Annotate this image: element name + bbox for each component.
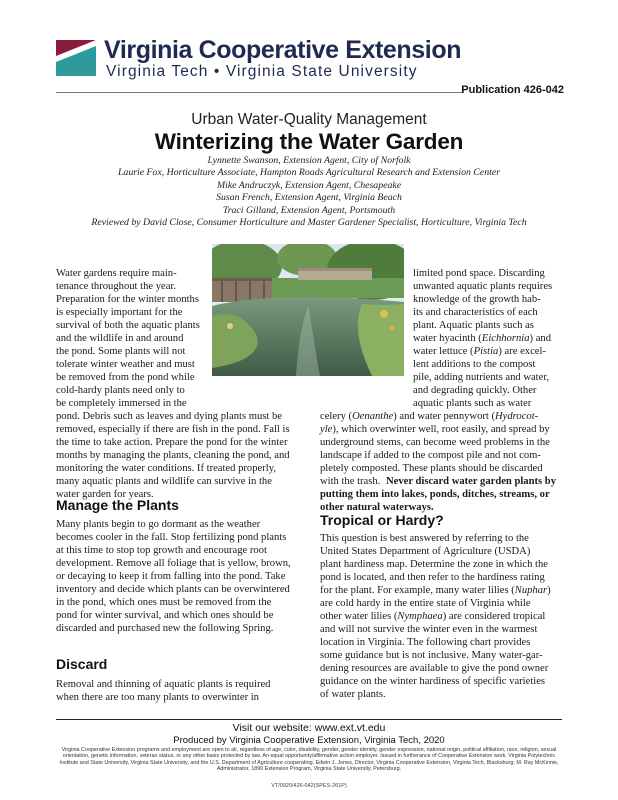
body-text-line: water lettuce (Pistia) are excel- — [413, 346, 546, 357]
body-text-line: at this time to stop top growth and encourage root — [56, 545, 267, 556]
body-text-line: pletely composted. These plants should be discarded — [320, 463, 543, 474]
body-text-line: location in Virginia. The following chart provides — [320, 637, 531, 648]
footer-publication-code: VT/0920/426-042(SPES-261P) — [271, 783, 347, 789]
section-heading-discard: Discard — [56, 656, 108, 672]
page-header — [0, 0, 618, 100]
body-text-line: months by managing the plants, cleaning the pond, and — [56, 450, 290, 461]
body-text-line: Removal and thinning of aquatic plants is required — [56, 679, 271, 690]
footer-legal-notice: Virginia Cooperative Extension programs and employment are open to all, regardless of age, color, disability, gender, gender identity, gender expression, national origin, political affiliation, race, religion, sexual orientation, genetic information, veteran status, or any other basis protected by law. An equal opportunity/affirmative action employer. Issued in furtherance of Cooperative Extension work, Virginia Polytechnic Institute and State University, Virginia State University, and the U.S. Department of Agriculture cooperating. Edwin J. Jones, Director, Virginia Cooperative Extension, Virginia Tech, Blacksburg; M. Ray McKinnie, Administrator, 1890 Extension Program, Virginia State University, Petersburg. — [59, 747, 559, 773]
body-text-line: inventory and decide which plants can be overwintered — [56, 584, 290, 595]
body-text-line: plant hardiness map. Determine the zone in which the — [320, 559, 548, 570]
garden-pond-photo — [212, 244, 404, 376]
body-text-line: and the wildlife in and around — [56, 333, 184, 344]
body-text-line: development. Remove all foliage that is yellow, brown, — [56, 558, 291, 569]
body-text-line: landscape if added to the compost pile and not com- — [320, 450, 541, 461]
body-text-line: United States Department of Agriculture (USDA) — [320, 546, 531, 557]
warning-text-line: other natural waterways. — [320, 502, 434, 513]
body-text-line: Water gardens require main- — [56, 268, 177, 279]
author-line: Lynnette Swanson, Extension Agent, City of Norfolk — [207, 155, 411, 166]
body-text-line: removed, especially if there are fish in the pond. Fall is — [56, 424, 290, 435]
body-text-line: be completely immersed in the — [56, 398, 187, 409]
body-text-line: are cold hardy in the entire state of Virginia while — [320, 598, 531, 609]
body-text-line: and will not survive the winter even in the warmest — [320, 624, 538, 635]
footer-divider — [56, 719, 562, 720]
body-text-line: the time to take action. Prepare the pond for the winter — [56, 437, 288, 448]
body-text-line: and degrading quickly. Other — [413, 385, 537, 396]
body-text-line: tenance throughout the year. — [56, 281, 177, 292]
author-line: Traci Gilland, Extension Agent, Portsmouth — [222, 204, 396, 216]
author-line: Susan French, Extension Agent, Virginia Beach — [216, 192, 402, 204]
body-text-line: unwanted aquatic plants requires — [413, 281, 553, 292]
body-text-line: pond. Debris such as leaves and dying plants must be — [56, 411, 282, 422]
body-text-line: Many plants begin to go dormant as the weather — [56, 519, 261, 530]
body-text-line: when there are too many plants to overwinter in — [56, 692, 259, 703]
body-text-line: Preparation for the winter months — [56, 294, 199, 305]
body-text-line: knowledge of the growth hab- — [413, 294, 541, 305]
body-text-line: dening resources are available to give the pond owner — [320, 663, 549, 674]
body-text-line: This question is best answered by referring to the — [320, 533, 529, 544]
body-text-line: with the trash. — [320, 476, 381, 487]
body-text-line: guidance on the winter hardiness of specific varieties — [320, 676, 546, 687]
body-text-line: some guidance but is not inclusive. Many water-gar- — [320, 650, 543, 661]
section-heading-manage: Manage the Plants — [56, 497, 179, 513]
document-title: Winterizing the Water Garden — [154, 129, 464, 154]
body-text-line: other water lilies (Nymphaea) are considered tropical — [320, 611, 546, 622]
warning-text-line: putting them into lakes, ponds, ditches, streams, or — [320, 489, 550, 500]
body-text-line: yle), which overwinter well, root easily, and spread by — [320, 424, 550, 435]
vce-logo-icon — [56, 40, 96, 76]
series-title: Urban Water-Quality Management — [191, 111, 427, 128]
footer-website[interactable]: Visit our website: www.ext.vt.edu — [232, 722, 386, 734]
author-line: Laurie Fox, Horticulture Associate, Hampton Roads Agricultural Research and Extension Center — [117, 167, 501, 179]
body-text-line: of water plants. — [320, 689, 386, 700]
body-text-line: its and characteristics of each — [413, 307, 538, 318]
body-text-line: tolerate winter weather and must — [56, 359, 195, 370]
body-text-line: limited pond space. Discarding — [413, 268, 545, 279]
body-text-line: many aquatic plants and wildlife can survive in the — [56, 476, 272, 487]
body-text-line: discarded and purchased new the following Spring. — [56, 623, 274, 634]
reviewer-line: Reviewed by David Close, Consumer Horticulture and Master Gardener Specialist, Horticulture, Virginia Tech — [91, 217, 527, 229]
body-text-line: the pond. Some plants will not — [56, 346, 186, 357]
org-name: Virginia Cooperative Extension — [104, 36, 462, 64]
body-text-line: pond for winter survival, and which ones should be — [56, 610, 274, 621]
body-text-line: pond is located, and then refer to the hardiness rating — [320, 572, 545, 583]
body-text-line: for the plant. For example, many water lilies (Nuphar) — [320, 585, 551, 596]
author-line: Mike Andruczyk, Extension Agent, Chesapeake — [216, 179, 402, 191]
body-text-line: becomes cooler in the fall. Stop fertilizing pond plants — [56, 532, 287, 543]
warning-text-line: Never discard water garden plants by — [386, 476, 556, 487]
body-text-line: monitoring the water conditions. If treated properly, — [56, 463, 276, 474]
body-text-line: underground stems, can become weed problems in the — [320, 437, 550, 448]
header-divider — [56, 92, 462, 93]
body-text-line: or decaying to keep it from falling into the pond. Take — [56, 571, 286, 582]
body-text-line: survival of both the aquatic plants — [56, 320, 200, 331]
body-text-line: water garden for years. — [56, 489, 154, 500]
body-text-line: cold-hardy plants need only to — [56, 385, 185, 396]
body-text-line: in the pond, which ones must be removed from the — [56, 597, 272, 608]
body-text-line: lent additions to the compost — [413, 359, 536, 370]
org-subtitle: Virginia Tech • Virginia State University — [106, 63, 418, 80]
body-text-line: water hyacinth (Eichhornia) and — [413, 333, 551, 344]
footer-produced-by: Produced by Virginia Cooperative Extension, Virginia Tech, 2020 — [173, 735, 445, 746]
body-text-line: plant. Aquatic plants such as — [413, 320, 534, 331]
body-text-line: be removed from the pond while — [56, 372, 195, 383]
body-text-line: is especially important for the — [56, 307, 183, 318]
author-list — [0, 155, 618, 229]
section-heading-tropical: Tropical or Hardy? — [320, 512, 444, 528]
body-text-line: celery (Oenanthe) and water pennywort (Hydrocot- — [320, 411, 539, 422]
body-text-line: aquatic plants such as water — [413, 398, 532, 409]
body-text-line: pile, adding nutrients and water, — [413, 372, 550, 383]
publication-number: Publication 426-042 — [461, 84, 564, 96]
